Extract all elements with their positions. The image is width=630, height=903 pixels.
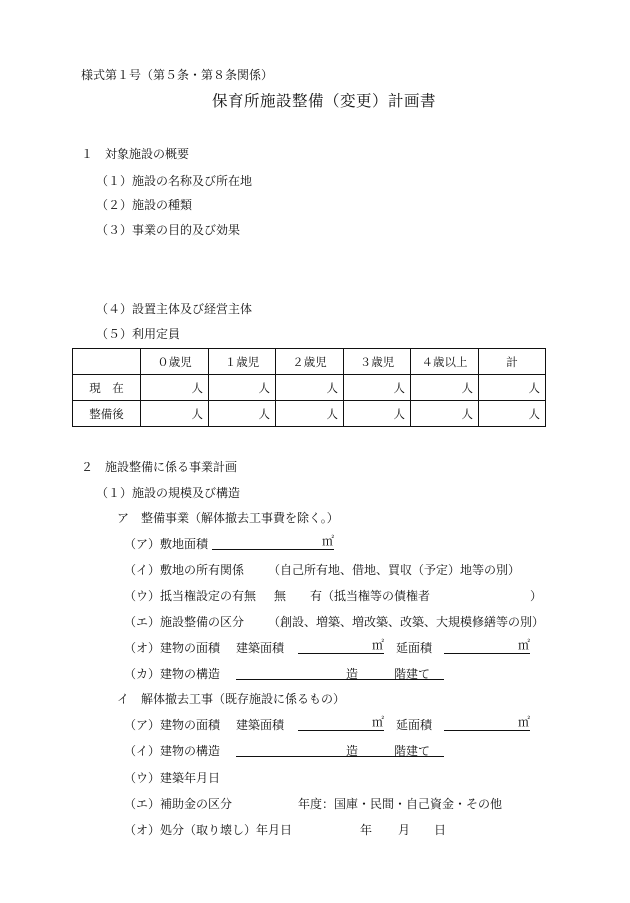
item-facility-name: （１）施設の名称及び所在地 (96, 174, 253, 188)
unit-sqm: ㎡ (517, 638, 530, 652)
disposal-day-label: 日 (434, 823, 447, 837)
form-number: 様式第１号（第５条・第８条関係） (81, 68, 274, 82)
item-capacity: （５）利用定員 (96, 327, 181, 341)
table-cell[interactable]: 人 (344, 401, 411, 427)
table-cell[interactable]: 人 (209, 375, 276, 401)
label-building-structure-b: （イ）建物の構造 (124, 744, 221, 758)
subsection-a-heading: ア 整備事業（解体撤去工事費を除く。） (117, 511, 339, 525)
section-1-heading: １ 対象施設の概要 (81, 147, 190, 161)
label-building-area: （オ）建物の面積 (124, 641, 221, 655)
label-site-ownership: （イ）敷地の所有関係 (124, 563, 245, 577)
table-header-cell: ２歳児 (276, 349, 344, 375)
disposal-year-label: 年 (360, 823, 373, 837)
building-footprint-field-b[interactable] (298, 717, 384, 731)
table-cell[interactable]: 人 (141, 401, 209, 427)
table-header-cell: １歳児 (209, 349, 276, 375)
table-cell[interactable]: 人 (276, 375, 344, 401)
item-operator: （４）設置主体及び経営主体 (96, 302, 253, 316)
table-cell[interactable]: 人 (411, 375, 479, 401)
building-structure-field-b[interactable] (236, 743, 444, 757)
table-row (73, 375, 546, 401)
table-header-cell (73, 349, 141, 375)
unit-sqm: ㎡ (371, 638, 384, 652)
disposal-month-label: 月 (398, 823, 411, 837)
table-cell[interactable]: 人 (479, 375, 546, 401)
label-maintenance-category: （エ）施設整備の区分 (124, 615, 245, 629)
floors-label: 階建て (394, 667, 431, 681)
label-site-area: （ア）敷地面積 (124, 537, 209, 551)
subsection-b-heading: イ 解体撤去工事（既存施設に係るもの） (117, 692, 346, 706)
maintenance-category-note: （創設、増築、増改築、改築、大規模修繕等の別） (268, 615, 545, 629)
label-building-structure: （カ）建物の構造 (124, 667, 221, 681)
unit-sqm: ㎡ (371, 715, 384, 729)
mortgage-has-option[interactable]: 有（抵当権等の債権者 (310, 589, 431, 603)
label-mortgage: （ウ）抵当権設定の有無 (124, 589, 257, 603)
label-construction-date: （ウ）建築年月日 (124, 771, 221, 785)
table-header-cell: 計 (479, 349, 546, 375)
floors-label: 階建て (394, 744, 431, 758)
label-building-footprint: 建築面積 (236, 641, 285, 655)
floor-area-field[interactable] (444, 640, 530, 654)
table-row (73, 401, 546, 427)
floor-area-field-b[interactable] (444, 717, 530, 731)
item-facility-type: （２）施設の種類 (96, 198, 193, 212)
table-cell[interactable]: 人 (344, 375, 411, 401)
table-cell[interactable]: 人 (141, 375, 209, 401)
capacity-table (72, 348, 546, 427)
section-2-heading: ２ 施設整備に係る事業計画 (81, 460, 238, 474)
table-header-row (73, 349, 546, 375)
mortgage-close-paren: ） (530, 589, 543, 603)
item-scale-structure: （１）施設の規模及び構造 (96, 486, 241, 500)
site-area-field[interactable] (212, 536, 334, 550)
table-cell[interactable]: 人 (209, 401, 276, 427)
label-disposal-date: （オ）処分（取り壊し）年月日 (124, 823, 293, 837)
document-title: 保育所施設整備（変更）計画書 (212, 92, 437, 110)
building-structure-field[interactable] (236, 666, 444, 680)
table-cell[interactable]: 人 (411, 401, 479, 427)
ownership-note: （自己所有地、借地、買収（予定）地等の別） (268, 563, 521, 577)
building-footprint-field[interactable] (298, 640, 384, 654)
table-cell[interactable]: 人 (479, 401, 546, 427)
structure-type-label: 造 (346, 744, 359, 758)
structure-type-label: 造 (346, 667, 359, 681)
table-cell[interactable]: 人 (276, 401, 344, 427)
mortgage-none-option[interactable]: 無 (274, 589, 287, 603)
row-label: 整備後 (73, 401, 141, 427)
unit-sqm: ㎡ (517, 715, 530, 729)
label-floor-area-b: 延面積 (396, 718, 433, 732)
unit-sqm: ㎡ (321, 534, 334, 548)
table-header-cell: ３歳児 (344, 349, 411, 375)
table-header-cell: ４歳以上 (411, 349, 479, 375)
row-label: 現 在 (73, 375, 141, 401)
item-purpose: （３）事業の目的及び効果 (96, 223, 241, 237)
label-building-area-b: （ア）建物の面積 (124, 718, 221, 732)
subsidy-category-options[interactable]: 年度：国庫・民間・自己資金・その他 (298, 797, 503, 811)
label-subsidy-category: （エ）補助金の区分 (124, 797, 233, 811)
label-floor-area: 延面積 (396, 641, 433, 655)
table-header-cell: ０歳児 (141, 349, 209, 375)
label-building-footprint-b: 建築面積 (236, 718, 285, 732)
